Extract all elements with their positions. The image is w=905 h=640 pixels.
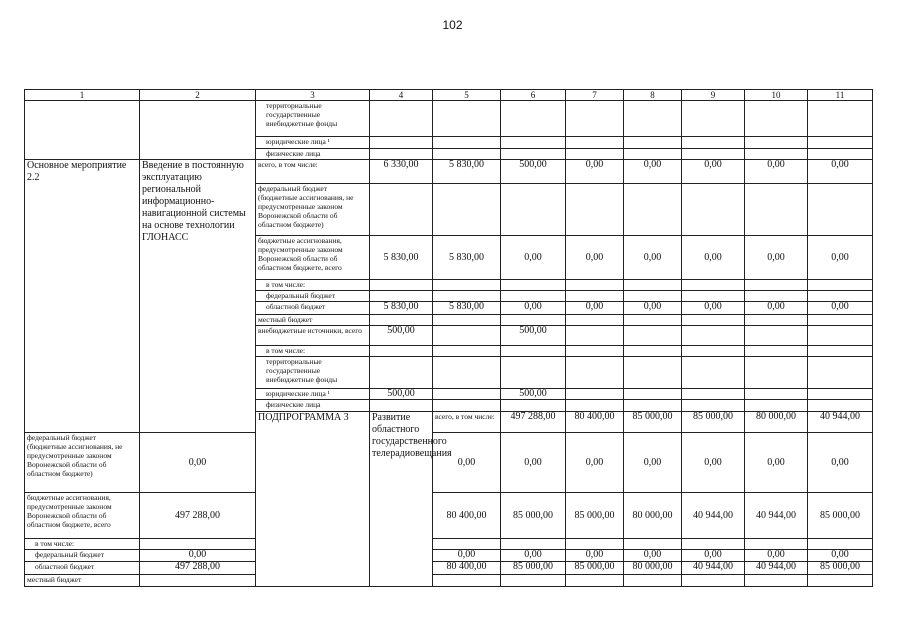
amount-cell — [433, 149, 501, 160]
amount-cell — [433, 539, 501, 550]
amount-cell — [682, 357, 745, 389]
amount-cell: 80 400,00 — [433, 562, 501, 575]
amount-cell — [433, 280, 501, 291]
funding-source-cell: территориальные государственные внебюджетные фонды — [256, 101, 370, 137]
amount-cell — [682, 575, 745, 587]
amount-cell — [624, 400, 682, 412]
amount-cell — [682, 101, 745, 137]
header-row — [25, 90, 873, 101]
funding-source-cell: физические лица — [256, 400, 370, 412]
amount-cell: 497 288,00 — [501, 412, 566, 433]
amount-cell — [745, 101, 808, 137]
funding-source-cell: местный бюджет — [25, 575, 140, 587]
amount-cell — [682, 149, 745, 160]
amount-cell: 0,00 — [624, 160, 682, 184]
amount-cell — [808, 575, 873, 587]
amount-cell: 80 400,00 — [566, 412, 624, 433]
amount-cell: 0,00 — [682, 160, 745, 184]
amount-cell — [808, 280, 873, 291]
funding-source-cell: в том числе: — [25, 539, 140, 550]
column-header: 3 — [256, 90, 370, 101]
table-row — [25, 575, 873, 587]
column-header: 10 — [745, 90, 808, 101]
amount-cell — [566, 357, 624, 389]
amount-cell — [370, 149, 433, 160]
program-name-cell — [25, 101, 140, 160]
funding-source-cell: федеральный бюджет — [256, 291, 370, 302]
table-row — [25, 160, 873, 184]
amount-cell — [745, 137, 808, 149]
table-row — [25, 433, 873, 493]
amount-cell: 500,00 — [370, 389, 433, 400]
funding-source-cell: бюджетные ассигнования, предусмотренные законом Воронежской области об областном бюджете, всего — [25, 493, 140, 539]
amount-cell — [501, 315, 566, 326]
amount-cell: 85 000,00 — [501, 562, 566, 575]
amount-cell — [433, 137, 501, 149]
amount-cell: 0,00 — [808, 236, 873, 280]
amount-cell — [682, 280, 745, 291]
amount-cell: 85 000,00 — [682, 412, 745, 433]
amount-cell: 0,00 — [566, 236, 624, 280]
amount-cell: 0,00 — [566, 160, 624, 184]
amount-cell — [808, 539, 873, 550]
amount-cell — [501, 575, 566, 587]
column-header: 9 — [682, 90, 745, 101]
amount-cell — [624, 291, 682, 302]
amount-cell — [745, 346, 808, 357]
amount-cell — [140, 539, 256, 550]
amount-cell: 0,00 — [745, 550, 808, 562]
amount-cell: 0,00 — [566, 550, 624, 562]
amount-cell — [566, 101, 624, 137]
amount-cell: 0,00 — [682, 236, 745, 280]
amount-cell — [566, 149, 624, 160]
amount-cell — [566, 389, 624, 400]
amount-cell: 80 000,00 — [624, 562, 682, 575]
column-header: 1 — [25, 90, 140, 101]
amount-cell — [433, 400, 501, 412]
page-number: 102 — [442, 18, 463, 32]
amount-cell: 85 000,00 — [624, 412, 682, 433]
amount-cell — [745, 184, 808, 236]
table-row — [25, 550, 873, 562]
budget-table — [24, 89, 873, 587]
funding-source-cell: внебюджетные источники, всего — [256, 326, 370, 346]
funding-source-cell: областной бюджет — [25, 562, 140, 575]
amount-cell — [433, 101, 501, 137]
amount-cell — [624, 137, 682, 149]
amount-cell — [370, 137, 433, 149]
amount-cell — [624, 101, 682, 137]
table-row — [25, 562, 873, 575]
amount-cell — [501, 400, 566, 412]
amount-cell — [140, 575, 256, 587]
funding-source-cell: территориальные государственные внебюджетные фонды — [256, 357, 370, 389]
amount-cell — [808, 137, 873, 149]
amount-cell: 0,00 — [808, 550, 873, 562]
amount-cell: 5 830,00 — [433, 236, 501, 280]
table-row — [25, 493, 873, 539]
amount-cell — [624, 280, 682, 291]
amount-cell — [433, 357, 501, 389]
amount-cell: 500,00 — [370, 326, 433, 346]
column-header: 4 — [370, 90, 433, 101]
amount-cell — [745, 389, 808, 400]
amount-cell: 500,00 — [501, 389, 566, 400]
amount-cell — [624, 326, 682, 346]
funding-source-cell: физические лица — [256, 149, 370, 160]
amount-cell — [808, 184, 873, 236]
amount-cell — [566, 280, 624, 291]
amount-cell: 0,00 — [682, 302, 745, 315]
amount-cell — [566, 315, 624, 326]
funding-source-cell: федеральный бюджет — [25, 550, 140, 562]
column-header: 11 — [808, 90, 873, 101]
amount-cell — [370, 346, 433, 357]
amount-cell: 0,00 — [566, 302, 624, 315]
amount-cell: 0,00 — [745, 160, 808, 184]
amount-cell: 5 830,00 — [433, 160, 501, 184]
amount-cell: 5 830,00 — [370, 236, 433, 280]
amount-cell: 80 000,00 — [745, 412, 808, 433]
program-description-cell: Введение в постоянную эксплуатацию региональной информационно-навигационной системы на основе технологии ГЛОНАСС — [140, 160, 256, 433]
amount-cell: 0,00 — [808, 433, 873, 493]
column-header: 2 — [140, 90, 256, 101]
amount-cell: 85 000,00 — [501, 493, 566, 539]
amount-cell — [433, 291, 501, 302]
funding-source-cell: всего, в том числе: — [433, 412, 501, 433]
amount-cell: 40 944,00 — [745, 493, 808, 539]
amount-cell: 0,00 — [808, 302, 873, 315]
amount-cell — [808, 101, 873, 137]
amount-cell — [566, 326, 624, 346]
amount-cell — [501, 184, 566, 236]
amount-cell — [624, 149, 682, 160]
amount-cell: 85 000,00 — [566, 562, 624, 575]
table-row — [25, 539, 873, 550]
amount-cell — [745, 400, 808, 412]
amount-cell: 0,00 — [433, 433, 501, 493]
amount-cell — [682, 137, 745, 149]
amount-cell — [566, 291, 624, 302]
amount-cell — [624, 389, 682, 400]
amount-cell — [624, 575, 682, 587]
amount-cell — [745, 291, 808, 302]
amount-cell — [624, 346, 682, 357]
amount-cell: 6 330,00 — [370, 160, 433, 184]
amount-cell — [682, 291, 745, 302]
amount-cell: 0,00 — [140, 433, 256, 493]
funding-source-cell: федеральный бюджет (бюджетные ассигнования, не предусмотренные законом Воронежской области об областном бюджете) — [256, 184, 370, 236]
amount-cell — [745, 539, 808, 550]
amount-cell: 0,00 — [566, 433, 624, 493]
program-description-cell — [140, 101, 256, 160]
amount-cell — [745, 575, 808, 587]
amount-cell: 0,00 — [624, 550, 682, 562]
amount-cell: 0,00 — [624, 433, 682, 493]
amount-cell — [370, 101, 433, 137]
column-header: 5 — [433, 90, 501, 101]
amount-cell — [433, 184, 501, 236]
amount-cell — [682, 346, 745, 357]
amount-cell: 0,00 — [745, 433, 808, 493]
amount-cell — [808, 389, 873, 400]
amount-cell — [624, 539, 682, 550]
amount-cell: 500,00 — [501, 326, 566, 346]
amount-cell: 0,00 — [433, 550, 501, 562]
amount-cell: 85 000,00 — [808, 562, 873, 575]
amount-cell — [370, 315, 433, 326]
table-row — [25, 101, 873, 137]
amount-cell — [370, 357, 433, 389]
amount-cell — [433, 315, 501, 326]
amount-cell: 0,00 — [501, 433, 566, 493]
amount-cell — [808, 149, 873, 160]
column-header: 6 — [501, 90, 566, 101]
amount-cell: 0,00 — [624, 236, 682, 280]
amount-cell: 0,00 — [624, 302, 682, 315]
amount-cell: 80 000,00 — [624, 493, 682, 539]
amount-cell — [808, 326, 873, 346]
amount-cell: 0,00 — [808, 160, 873, 184]
amount-cell: 40 944,00 — [745, 562, 808, 575]
amount-cell: 0,00 — [501, 550, 566, 562]
amount-cell: 40 944,00 — [682, 493, 745, 539]
amount-cell — [501, 357, 566, 389]
amount-cell — [501, 137, 566, 149]
amount-cell — [370, 184, 433, 236]
funding-source-cell: всего, в том числе: — [256, 160, 370, 184]
amount-cell: 85 000,00 — [808, 493, 873, 539]
amount-cell — [433, 326, 501, 346]
amount-cell — [745, 357, 808, 389]
funding-source-cell: областной бюджет — [256, 302, 370, 315]
amount-cell — [566, 346, 624, 357]
amount-cell — [433, 389, 501, 400]
amount-cell — [682, 326, 745, 346]
amount-cell — [624, 184, 682, 236]
amount-cell: 85 000,00 — [566, 493, 624, 539]
column-header: 7 — [566, 90, 624, 101]
amount-cell — [566, 184, 624, 236]
amount-cell — [808, 400, 873, 412]
funding-source-cell: юридические лица ¹ — [256, 137, 370, 149]
amount-cell: 0,00 — [501, 236, 566, 280]
amount-cell — [682, 389, 745, 400]
amount-cell — [370, 291, 433, 302]
amount-cell: 500,00 — [501, 160, 566, 184]
amount-cell: 497 288,00 — [140, 493, 256, 539]
amount-cell — [745, 315, 808, 326]
amount-cell: 0,00 — [140, 550, 256, 562]
amount-cell: 0,00 — [745, 236, 808, 280]
amount-cell — [501, 149, 566, 160]
amount-cell: 40 944,00 — [682, 562, 745, 575]
amount-cell: 80 400,00 — [433, 493, 501, 539]
amount-cell: 0,00 — [682, 433, 745, 493]
program-description-cell: Развитие областного государственного телерадиовещания — [370, 412, 433, 587]
amount-cell — [501, 346, 566, 357]
amount-cell — [370, 280, 433, 291]
program-name-cell: Основное мероприятие 2.2 — [25, 160, 140, 433]
amount-cell: 0,00 — [501, 302, 566, 315]
amount-cell — [624, 357, 682, 389]
amount-cell — [370, 400, 433, 412]
amount-cell — [433, 346, 501, 357]
amount-cell — [682, 315, 745, 326]
amount-cell — [808, 357, 873, 389]
amount-cell — [624, 315, 682, 326]
amount-cell — [745, 280, 808, 291]
funding-source-cell: в том числе: — [256, 280, 370, 291]
amount-cell — [566, 575, 624, 587]
amount-cell: 40 944,00 — [808, 412, 873, 433]
amount-cell — [566, 400, 624, 412]
funding-source-cell: местный бюджет — [256, 315, 370, 326]
program-name-cell: ПОДПРОГРАММА 3 — [256, 412, 370, 587]
amount-cell: 497 288,00 — [140, 562, 256, 575]
amount-cell — [566, 137, 624, 149]
amount-cell — [808, 346, 873, 357]
amount-cell: 0,00 — [682, 550, 745, 562]
funding-source-cell: федеральный бюджет (бюджетные ассигнования, не предусмотренные законом Воронежской области об областном бюджете) — [25, 433, 140, 493]
amount-cell — [433, 575, 501, 587]
amount-cell — [501, 280, 566, 291]
funding-source-cell: в том числе: — [256, 346, 370, 357]
amount-cell — [745, 149, 808, 160]
amount-cell — [566, 539, 624, 550]
amount-cell — [745, 326, 808, 346]
amount-cell — [501, 291, 566, 302]
funding-source-cell: бюджетные ассигнования, предусмотренные законом Воронежской области об областном бюджете, всего — [256, 236, 370, 280]
amount-cell: 5 830,00 — [370, 302, 433, 315]
amount-cell — [682, 400, 745, 412]
amount-cell — [808, 291, 873, 302]
amount-cell — [501, 539, 566, 550]
amount-cell — [682, 539, 745, 550]
amount-cell: 5 830,00 — [433, 302, 501, 315]
amount-cell — [501, 101, 566, 137]
amount-cell — [808, 315, 873, 326]
amount-cell: 0,00 — [745, 302, 808, 315]
column-header: 8 — [624, 90, 682, 101]
funding-source-cell: юридические лица ¹ — [256, 389, 370, 400]
amount-cell — [682, 184, 745, 236]
